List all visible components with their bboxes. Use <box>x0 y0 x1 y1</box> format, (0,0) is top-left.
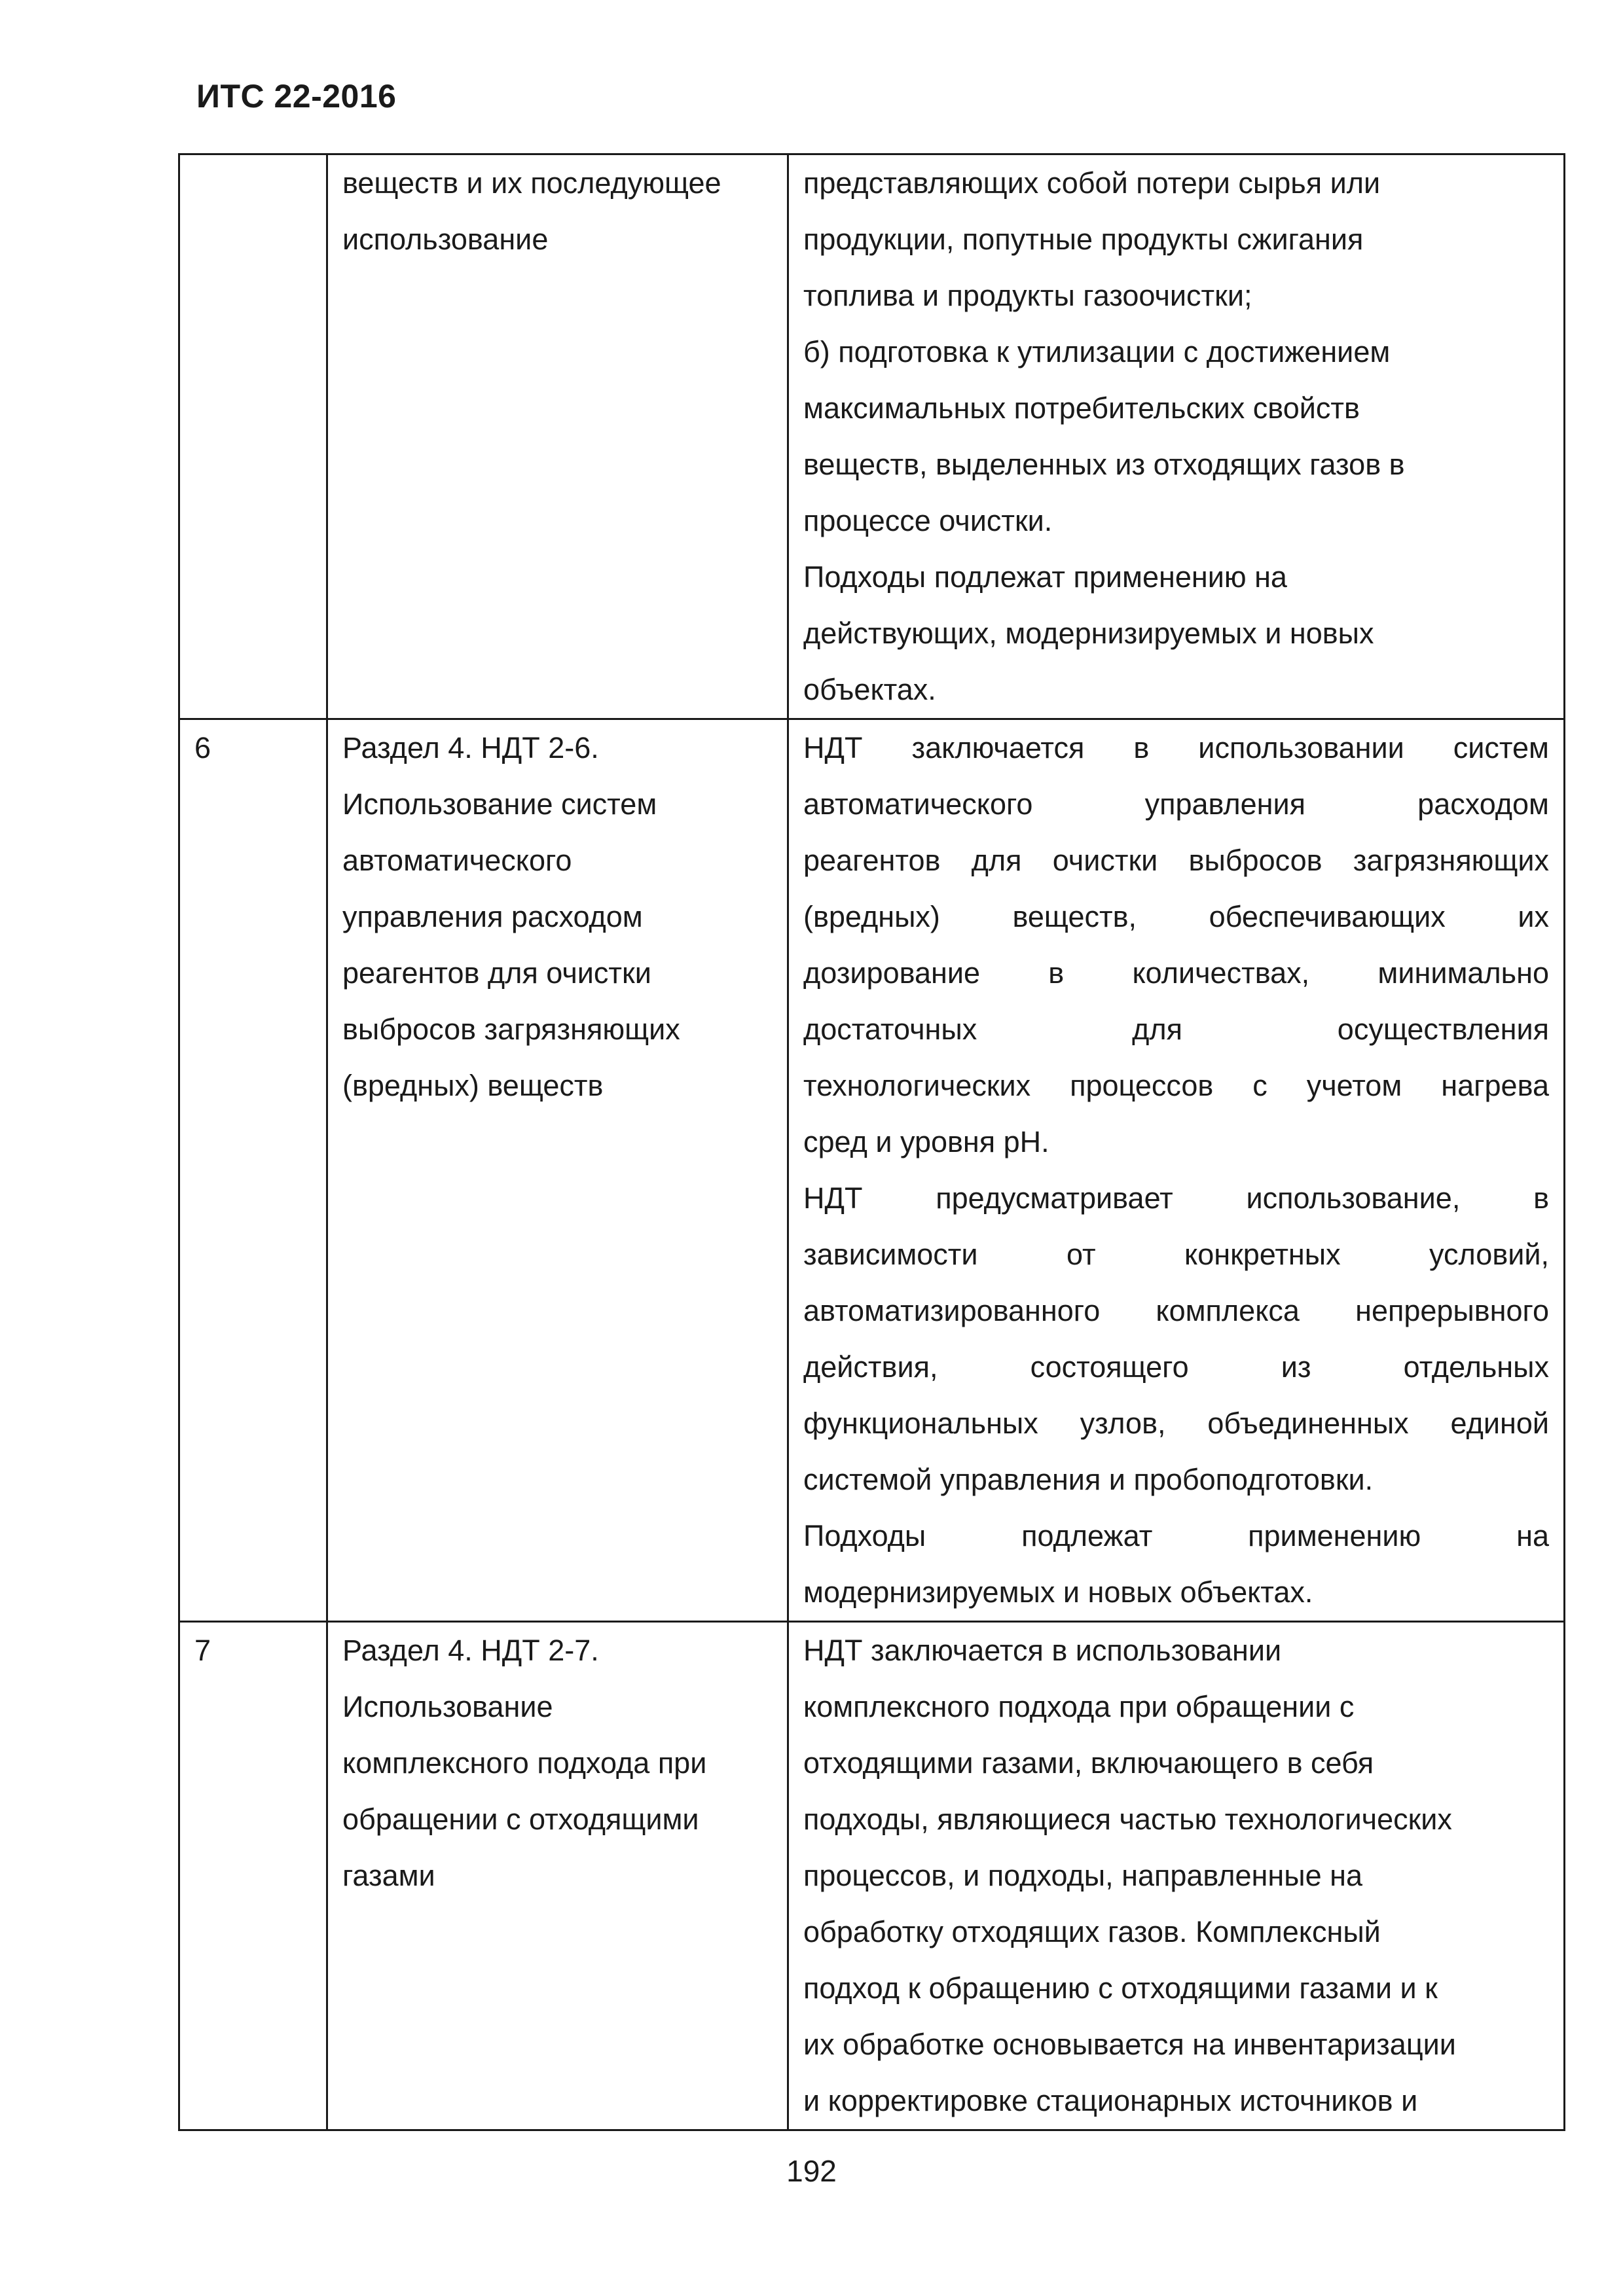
description-line: реагентов для очистки выбросов загрязняющих <box>803 844 1549 877</box>
technique-description-cell <box>788 154 1565 719</box>
table-row <box>179 719 1565 1622</box>
description-line: веществ, выделенных из отходящих газов в <box>803 448 1405 481</box>
technique-title: веществ и их последующее использование <box>342 166 721 256</box>
description-paragraph <box>803 1623 1549 2129</box>
description-line: отходящими газами, включающего в себя <box>803 1746 1374 1780</box>
description-paragraph <box>803 324 1549 549</box>
description-line: модернизируемых и новых объектах. <box>803 1575 1313 1609</box>
description-paragraph <box>803 1170 1549 1508</box>
technique-title-cell <box>327 154 788 719</box>
description-line: объектах. <box>803 673 936 706</box>
technique-title-cell <box>327 1622 788 2130</box>
description-line: процессе очистки. <box>803 504 1053 537</box>
description-line: представляющих собой потери сырья или <box>803 166 1381 200</box>
row-number-cell <box>179 719 327 1622</box>
bat-table <box>178 153 1565 2131</box>
technique-title: Раздел 4. НДТ 2-7. Использование комплексного подхода при обращении с отходящими газами <box>342 1634 707 1892</box>
description-paragraph <box>803 549 1549 718</box>
description-paragraph <box>803 1508 1549 1621</box>
page-header-doc-id: ИТС 22-2016 <box>196 78 397 115</box>
description-line: процессов, и подходы, направленные на <box>803 1859 1363 1892</box>
description-line: действия, состоящего из отдельных <box>803 1350 1549 1384</box>
description-line: достаточных для осуществления <box>803 1013 1549 1046</box>
description-line: НДТ заключается в использовании <box>803 1634 1282 1667</box>
row-number: 6 <box>194 731 211 764</box>
row-number: 7 <box>194 1634 211 1667</box>
description-line: комплексного подхода при обращении с <box>803 1690 1355 1723</box>
description-line: б) подготовка к утилизации с достижением <box>803 335 1391 368</box>
description-line: системой управления и пробоподготовки. <box>803 1463 1374 1496</box>
description-line: топлива и продукты газоочистки; <box>803 279 1252 312</box>
technique-description-cell <box>788 719 1565 1622</box>
description-line: Подходы подлежат применению на <box>803 560 1287 594</box>
description-line: зависимости от конкретных условий, <box>803 1238 1549 1271</box>
row-number-cell <box>179 1622 327 2130</box>
description-line: функциональных узлов, объединенных единой <box>803 1407 1549 1440</box>
description-line: Подходы подлежат применению на <box>803 1519 1549 1552</box>
technique-title: Раздел 4. НДТ 2-6. Использование систем автоматического управления расходом реагентов для очистки выбросов загрязняющих (вредных) веществ <box>342 731 680 1102</box>
technique-description-cell <box>788 1622 1565 2130</box>
description-line: НДТ заключается в использовании систем <box>803 731 1549 764</box>
description-line: сред и уровня pH. <box>803 1125 1049 1158</box>
description-line: автоматического управления расходом <box>803 787 1549 821</box>
description-line: НДТ предусматривает использование, в <box>803 1181 1549 1215</box>
description-line: обработку отходящих газов. Комплексный <box>803 1915 1381 1948</box>
table-row <box>179 1622 1565 2130</box>
technique-title-cell <box>327 719 788 1622</box>
description-paragraph <box>803 155 1549 324</box>
description-line: действующих, модернизируемых и новых <box>803 617 1374 650</box>
table-row <box>179 154 1565 719</box>
description-line: (вредных) веществ, обеспечивающих их <box>803 900 1549 933</box>
description-line: максимальных потребительских свойств <box>803 391 1360 425</box>
bat-table-body <box>179 154 1565 2130</box>
description-paragraph <box>803 720 1549 1170</box>
description-line: продукции, попутные продукты сжигания <box>803 223 1364 256</box>
description-line: и корректировке стационарных источников и <box>803 2084 1418 2117</box>
description-line: подходы, являющиеся частью технологических <box>803 1803 1452 1836</box>
description-line: их обработке основывается на инвентаризации <box>803 2028 1456 2061</box>
page-number: 192 <box>786 2154 837 2188</box>
description-line: автоматизированного комплекса непрерывного <box>803 1294 1549 1327</box>
description-line: подход к обращению с отходящими газами и к <box>803 1971 1438 2005</box>
description-line: технологических процессов с учетом нагрева <box>803 1069 1549 1102</box>
description-line: дозирование в количествах, минимально <box>803 956 1549 990</box>
row-number-cell <box>179 154 327 719</box>
